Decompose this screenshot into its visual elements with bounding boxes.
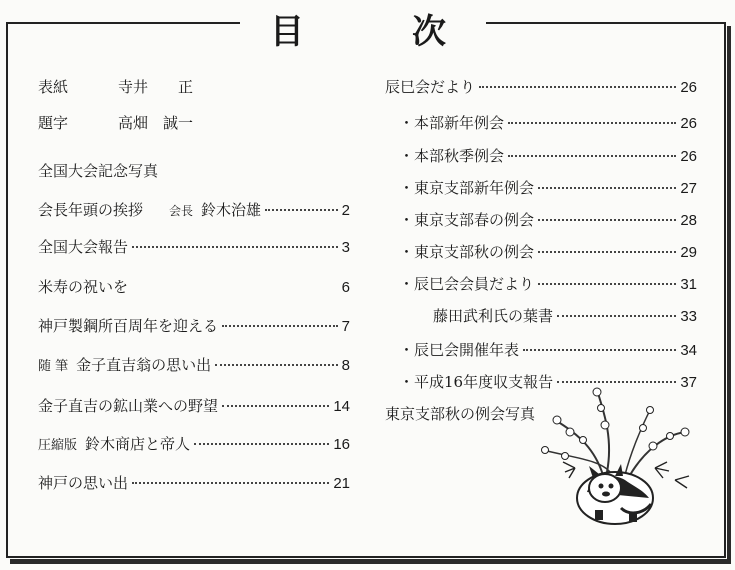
leader-dots <box>508 155 676 157</box>
toc-item[interactable] <box>399 112 697 133</box>
leader-dots <box>538 251 676 253</box>
toc-item[interactable] <box>38 472 350 493</box>
toc-item-page: 26 <box>680 148 697 165</box>
toc-item-title: ・東京支部新年例会 <box>399 179 535 197</box>
toc-item-title: ・辰巳会会員だより <box>399 275 535 293</box>
toc-item-author-role: 会長 <box>169 204 194 218</box>
toc-item-title: 全国大会記念写真 <box>38 162 159 180</box>
toc-item-title: 神戸製鋼所百周年を迎える <box>38 317 219 335</box>
frame-shadow-bottom <box>10 559 731 564</box>
toc-item-page: 29 <box>680 244 697 261</box>
toc-item[interactable] <box>399 177 697 198</box>
toc-item-title: 辰巳会だより <box>385 78 476 96</box>
toc-item[interactable] <box>399 209 697 230</box>
frame-bottom-rule <box>6 556 726 558</box>
leader-dots <box>132 286 338 288</box>
toc-item-title: 米寿の祝いを <box>38 278 129 296</box>
leader-dots <box>538 283 676 285</box>
credit-name: 寺井 正 <box>118 78 194 96</box>
toc-item-page: 26 <box>680 79 697 96</box>
plum-branch-and-dog-toy-illustration <box>535 380 705 530</box>
toc-item-title: 東京支部秋の例会写真 <box>385 405 536 423</box>
toc-item-page: 27 <box>680 180 697 197</box>
leader-dots <box>538 187 676 189</box>
toc-item-title: ・平成16年度収支報告 <box>399 373 554 391</box>
toc-item-page: 8 <box>341 357 350 374</box>
toc-item-page: 31 <box>680 276 697 293</box>
leader-dots <box>265 209 338 211</box>
toc-item-page: 2 <box>341 202 350 219</box>
toc-item-title: ・本部秋季例会 <box>399 147 505 165</box>
toc-item-page: 34 <box>680 342 697 359</box>
leader-dots <box>132 246 338 248</box>
toc-item-title: 会長年頭の挨拶 <box>38 201 144 219</box>
toc-item[interactable] <box>38 236 350 257</box>
toc-item[interactable] <box>38 315 350 336</box>
toc-item-title: ・辰巳会開催年表 <box>399 341 520 359</box>
toc-item-page: 7 <box>341 318 350 335</box>
toc-item-title: 鈴木商店と帝人 <box>85 435 191 453</box>
credit-calligraphy <box>38 112 350 133</box>
toc-item[interactable] <box>385 76 697 97</box>
toc-item-page: 26 <box>680 115 697 132</box>
toc-item-title: 金子直吉の鉱山業への野望 <box>38 397 219 415</box>
toc-item-title: ・本部新年例会 <box>399 114 505 132</box>
leader-dots <box>215 364 338 366</box>
leader-dots <box>523 349 676 351</box>
toc-item[interactable] <box>38 354 350 375</box>
toc-item[interactable] <box>38 433 350 454</box>
leader-dots <box>557 315 676 317</box>
toc-item[interactable] <box>38 160 350 181</box>
toc-item[interactable] <box>38 276 350 297</box>
frame-left-rule <box>6 22 8 558</box>
toc-item-page: 3 <box>341 239 350 256</box>
toc-item[interactable] <box>38 199 350 220</box>
credit-label: 題字 <box>38 114 69 132</box>
toc-item[interactable] <box>38 395 350 416</box>
toc-item-author: 鈴木治雄 <box>201 201 262 219</box>
toc-item-prefix: 随 筆 <box>38 359 69 374</box>
frame-top-left-rule <box>6 22 240 24</box>
toc-item-page: 33 <box>680 308 697 325</box>
toc-item-page: 14 <box>333 398 350 415</box>
toc-item-title: 藤田武利氏の葉書 <box>433 307 554 325</box>
credit-name: 高畑 誠一 <box>118 114 194 132</box>
credit-label: 表紙 <box>38 78 69 96</box>
frame-shadow-right <box>727 26 731 564</box>
toc-item-title: 神戸の思い出 <box>38 474 129 492</box>
toc-item-title: 金子直吉翁の思い出 <box>76 356 212 374</box>
leader-dots <box>222 325 338 327</box>
toc-item-title: 全国大会報告 <box>38 238 129 256</box>
leader-dots <box>132 482 329 484</box>
frame-top-right-rule <box>486 22 726 24</box>
toc-item[interactable] <box>399 145 697 166</box>
frame-right-rule <box>724 22 726 558</box>
toc-item-page: 6 <box>341 279 350 296</box>
toc-item-prefix: 圧縮版 <box>38 438 78 453</box>
toc-item[interactable] <box>433 305 697 326</box>
leader-dots <box>479 86 676 88</box>
toc-item-title: ・東京支部春の例会 <box>399 211 535 229</box>
toc-item-page: 37 <box>680 374 697 391</box>
toc-item[interactable] <box>399 241 697 262</box>
leader-dots <box>222 405 329 407</box>
toc-item-page: 16 <box>333 436 350 453</box>
toc-item-page: 28 <box>680 212 697 229</box>
leader-dots <box>538 219 676 221</box>
toc-item-page: 21 <box>333 475 350 492</box>
page-title-first-char: 目 <box>270 12 304 52</box>
page-title-second-char: 次 <box>412 12 446 52</box>
toc-item[interactable] <box>399 273 697 294</box>
credit-cover <box>38 76 350 97</box>
toc-item-title: ・東京支部秋の例会 <box>399 243 535 261</box>
leader-dots <box>508 122 676 124</box>
leader-dots <box>194 443 329 445</box>
toc-item[interactable] <box>399 339 697 360</box>
